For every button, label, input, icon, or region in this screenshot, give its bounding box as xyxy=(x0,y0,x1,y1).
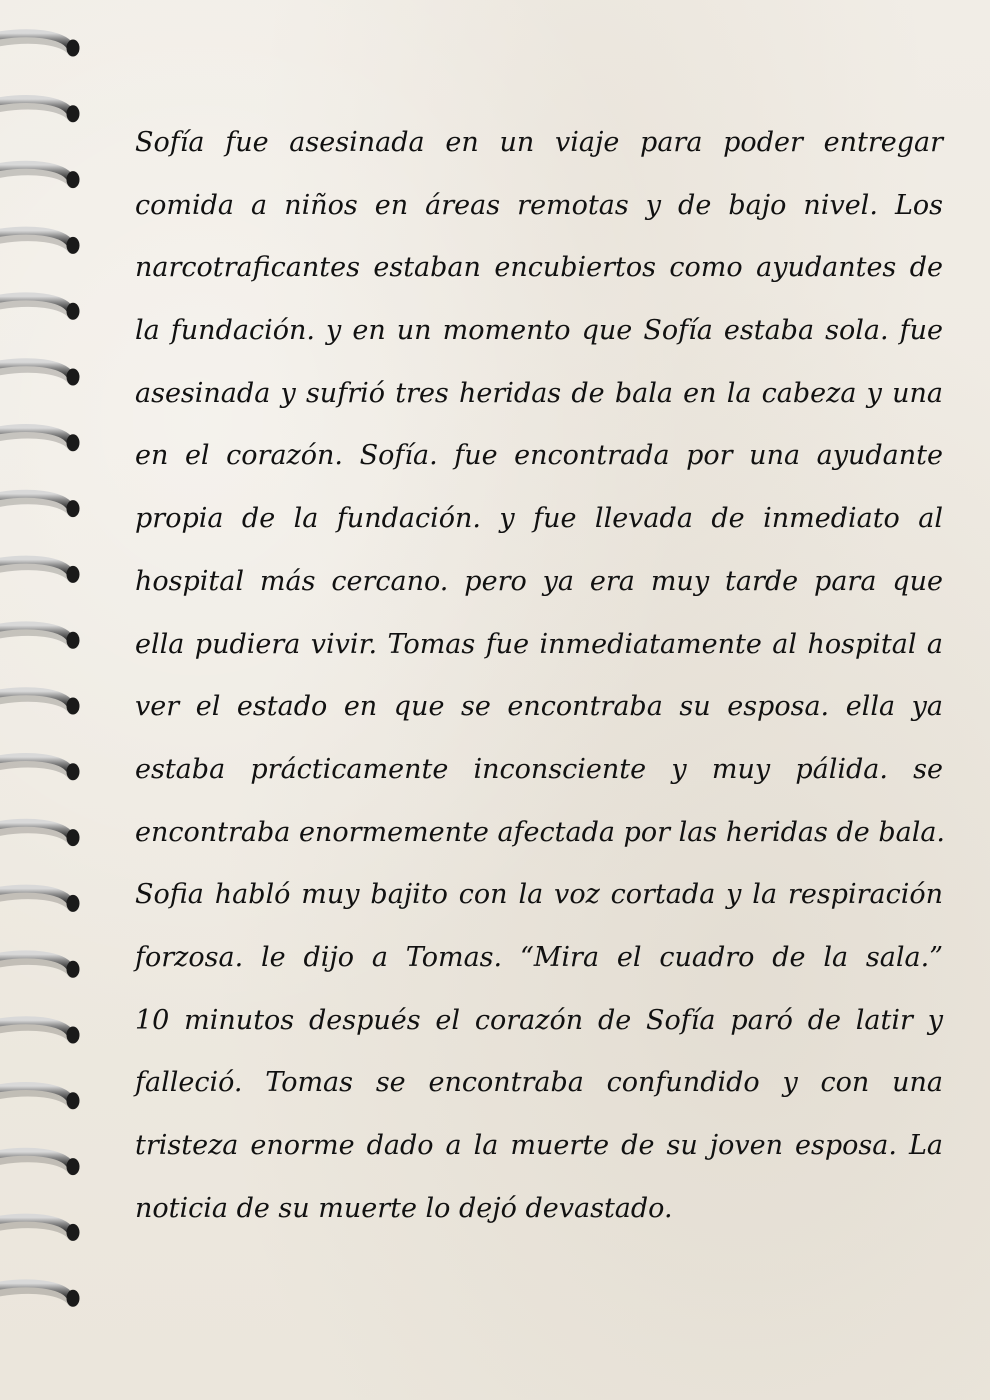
spiral-ring xyxy=(0,428,80,451)
spiral-ring xyxy=(0,165,80,188)
text-line-7: propia de la fundación. y fue llevada de inmediato al xyxy=(135,503,943,535)
spiral-ring xyxy=(0,757,80,780)
spiral-ring xyxy=(0,362,80,385)
spiral-ring xyxy=(0,99,80,122)
spiral-ring xyxy=(0,1020,80,1043)
spiral-ring xyxy=(0,1218,80,1241)
text-line-4: la fundación. y en un momento que Sofía estaba sola. fue xyxy=(135,315,943,347)
text-line-5: asesinada y sufrió tres heridas de bala en la cabeza y una xyxy=(135,377,943,409)
spiral-ring xyxy=(0,1086,80,1109)
text-line-10: ver el estado en que se encontraba su esposa. ella ya xyxy=(135,691,943,723)
spiral-ring xyxy=(0,494,80,517)
spiral-ring xyxy=(0,560,80,583)
text-line-2: comida a niños en áreas remotas y de bajo nivel. Los xyxy=(135,189,943,221)
spiral-ring xyxy=(0,691,80,714)
text-line-13: Sofia habló muy bajito con la voz cortada y la respiración xyxy=(135,879,943,911)
text-line-8: hospital más cercano. pero ya era muy tarde para que xyxy=(135,565,943,597)
text-line-11: estaba prácticamente inconsciente y muy pálida. se xyxy=(135,753,943,785)
spiral-ring xyxy=(0,1152,80,1175)
spiral-ring xyxy=(0,33,80,56)
text-line-12: encontraba enormemente afectada por las heridas de bala. xyxy=(135,816,946,848)
spiral-ring xyxy=(0,231,80,254)
text-line-9: ella pudiera vivir. Tomas fue inmediatamente al hospital a xyxy=(135,628,943,660)
spiral-ring xyxy=(0,823,80,846)
spiral-ring xyxy=(0,889,80,912)
spiral-binding xyxy=(0,0,100,1400)
spiral-ring xyxy=(0,1283,80,1306)
spiral-ring xyxy=(0,954,80,977)
text-line-3: narcotraficantes estaban encubiertos como ayudantes de xyxy=(135,252,943,284)
text-line-6: en el corazón. Sofía. fue encontrada por una ayudante xyxy=(135,440,943,472)
spiral-ring xyxy=(0,625,80,648)
handwritten-text xyxy=(135,112,946,1240)
spiral-ring xyxy=(0,296,80,319)
text-line-15: 10 minutos después el corazón de Sofía paró de latir y xyxy=(135,1004,943,1036)
text-line-14: forzosa. le dijo a Tomas. “Mira el cuadro de la sala.” xyxy=(135,941,943,973)
text-line-17: tristeza enorme dado a la muerte de su joven esposa. La xyxy=(135,1130,943,1161)
text-line-1: Sofía fue asesinada en un viaje para poder entregar xyxy=(135,127,943,158)
text-line-18: noticia de su muerte lo dejó devastado. xyxy=(135,1192,673,1224)
text-line-16: falleció. Tomas se encontraba confundido y con una xyxy=(135,1067,943,1099)
